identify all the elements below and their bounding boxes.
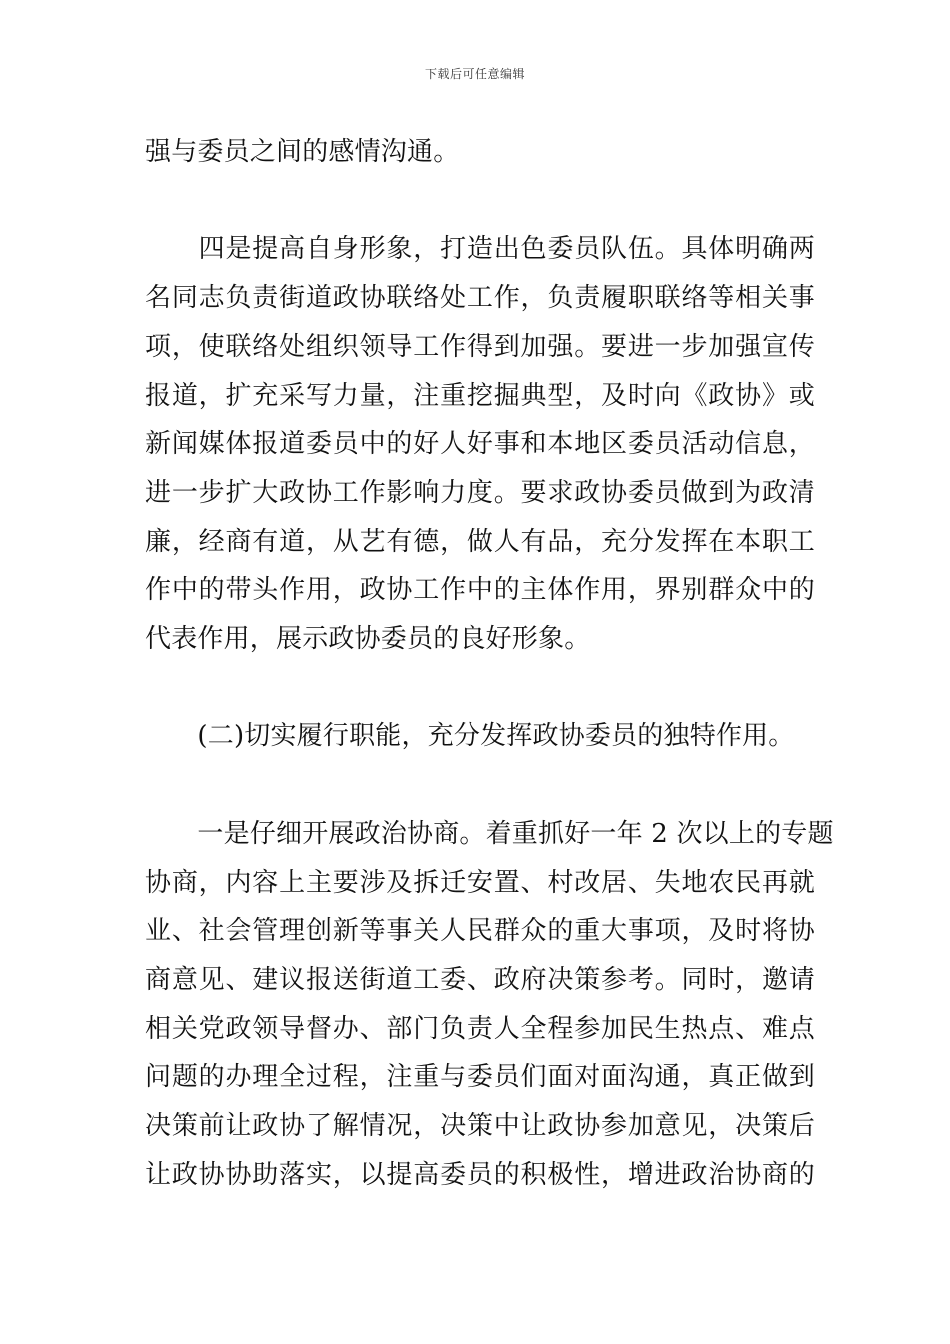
paragraph <box>145 810 834 1200</box>
text-line: 进一步扩大政协工作影响力度。要求政协委员做到为政清 <box>145 477 815 508</box>
text-line: 业、社会管理创新等事关人民群众的重大事项，及时将协 <box>145 916 815 947</box>
paragraph <box>145 225 815 663</box>
text-line: 协商，内容上主要涉及拆迁安置、村改居、失地农民再就 <box>145 867 815 898</box>
section-heading <box>145 712 815 761</box>
text-line: 廉，经商有道，从艺有德，做人有品，充分发挥在本职工 <box>145 526 815 557</box>
text-line: 商意见、建议报送街道工委、政府决策参考。同时，邀请 <box>145 964 815 995</box>
paragraph-gap <box>145 664 815 713</box>
paragraph <box>145 128 815 177</box>
text-line: 问题的办理全过程，注重与委员们面对面沟通，真正做到 <box>145 1062 815 1093</box>
text-line: 报道，扩充采写力量，注重挖掘典型，及时向《政协》或 <box>145 380 815 411</box>
text-line: 名同志负责街道政协联络处工作，负责履职联络等相关事 <box>145 283 815 314</box>
paragraph-gap <box>145 177 815 226</box>
text-line: 让政协协助落实，以提高委员的积极性，增进政治协商的 <box>145 1159 815 1190</box>
text-line: 项，使联络处组织领导工作得到加强。要进一步加强宣传 <box>145 331 815 362</box>
text-line: 强与委员之间的感情沟通。 <box>145 137 460 167</box>
document-body <box>145 128 834 1199</box>
text-line: 作中的带头作用，政协工作中的主体作用，界别群众中的 <box>145 575 815 606</box>
text-line: 四是提高自身形象，打造出色委员队伍。具体明确两 <box>145 234 815 265</box>
text-line: 新闻媒体报道委员中的好人好事和本地区委员活动信息， <box>145 429 815 460</box>
text-line: 相关党政领导督办、部门负责人全程参加民生热点、难点 <box>145 1013 815 1044</box>
paragraph-gap <box>145 761 815 810</box>
text-line: (二)切实履行职能，充分发挥政协委员的独特作用。 <box>145 721 795 752</box>
page-header: 下载后可任意编辑 <box>424 67 525 81</box>
text-line: 一是仔细开展政治协商。着重抓好一年 2 次以上的专题 <box>145 818 834 849</box>
text-line: 决策前让政协了解情况，决策中让政协参加意见，决策后 <box>145 1111 815 1142</box>
text-line: 代表作用，展示政协委员的良好形象。 <box>145 624 591 655</box>
